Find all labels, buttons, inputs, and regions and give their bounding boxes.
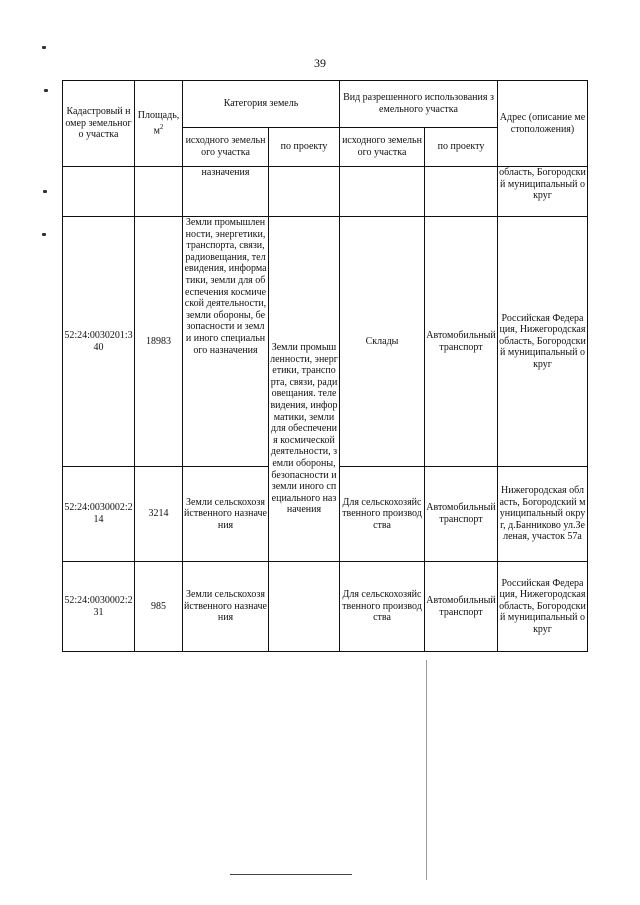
header-area-label: Площадь, м <box>137 110 180 137</box>
cell-area: 3214 <box>135 467 183 562</box>
cell-category-project: Земли промышленности, энергетики, транспорта, связи, радиовещания. телевидения, информатики, земли для обеспечения космической деятельности, земли обороны, безопасности и земли иного специального назначения <box>269 217 340 562</box>
cell-category-original: Земли сельскохозяйственного назначения <box>183 562 269 652</box>
cell-category-original: Земли промышленности, энергетики, транспорта, связи, радиовещания, телевидения, информатики, земли для обеспечения космической деятельности, земли обороны, безопасности и земли иного специального назначения <box>183 217 269 467</box>
cell-cadastral: 52:24:0030201:340 <box>63 217 135 467</box>
scan-mark <box>43 190 47 193</box>
cell-cadastral: 52:24:0030002:231 <box>63 562 135 652</box>
cell-use-original: Склады <box>340 217 425 467</box>
land-plots-table <box>62 80 588 652</box>
header-area <box>135 81 183 167</box>
cell-area: 985 <box>135 562 183 652</box>
subheader-use-project: по проекту <box>425 128 498 167</box>
cell-empty <box>135 167 183 217</box>
scan-mark <box>44 89 48 92</box>
cell-empty <box>63 167 135 217</box>
cell-use-project: Автомобильный транспорт <box>425 467 498 562</box>
cell-cadastral: 52:24:0030002:214 <box>63 467 135 562</box>
cell-address: Российская Федерация, Нижегородская область, Богородский муниципальный округ <box>498 562 588 652</box>
bottom-rule <box>230 874 352 875</box>
cell-category-original: Земли сельскохозяйственного назначения <box>183 467 269 562</box>
header-permitted-use: Вид разрешенного использования земельного участка <box>340 81 498 128</box>
scan-mark <box>42 233 46 236</box>
header-address: Адрес (описание местоположения) <box>498 81 588 167</box>
scan-line <box>426 660 427 880</box>
cell-empty <box>425 167 498 217</box>
cell-use-original: Для сельскохозяйственного производства <box>340 467 425 562</box>
subheader-category-original: исходного земельного участка <box>183 128 269 167</box>
table-row <box>63 562 588 652</box>
cell-address: Нижегородская область, Богородский муниципальный округ, д.Банниково ул.Зеленая, участок 57а <box>498 467 588 562</box>
cell-empty <box>340 167 425 217</box>
cell-category-original: назначения <box>183 167 269 217</box>
cell-use-project: Автомобильный транспорт <box>425 562 498 652</box>
subheader-category-project: по проекту <box>269 128 340 167</box>
cell-address: Российская Федерация, Нижегородская область, Богородский муниципальный округ <box>498 217 588 467</box>
table-row <box>63 217 588 467</box>
cell-use-project: Автомобильный транспорт <box>425 217 498 467</box>
cell-empty <box>269 167 340 217</box>
page-number: 39 <box>314 56 326 70</box>
header-area-sup: 2 <box>159 122 164 131</box>
cell-address: область, Богородский муниципальный округ <box>498 167 588 217</box>
cell-empty <box>269 562 340 652</box>
scan-mark <box>42 46 46 49</box>
table-row-continued <box>63 167 588 217</box>
header-category: Категория земель <box>183 81 340 128</box>
subheader-use-original: исходного земельного участка <box>340 128 425 167</box>
cell-use-original: Для сельскохозяйственного производства <box>340 562 425 652</box>
header-cadastral: Кадастровый номер земельного участка <box>63 81 135 167</box>
cell-area: 18983 <box>135 217 183 467</box>
